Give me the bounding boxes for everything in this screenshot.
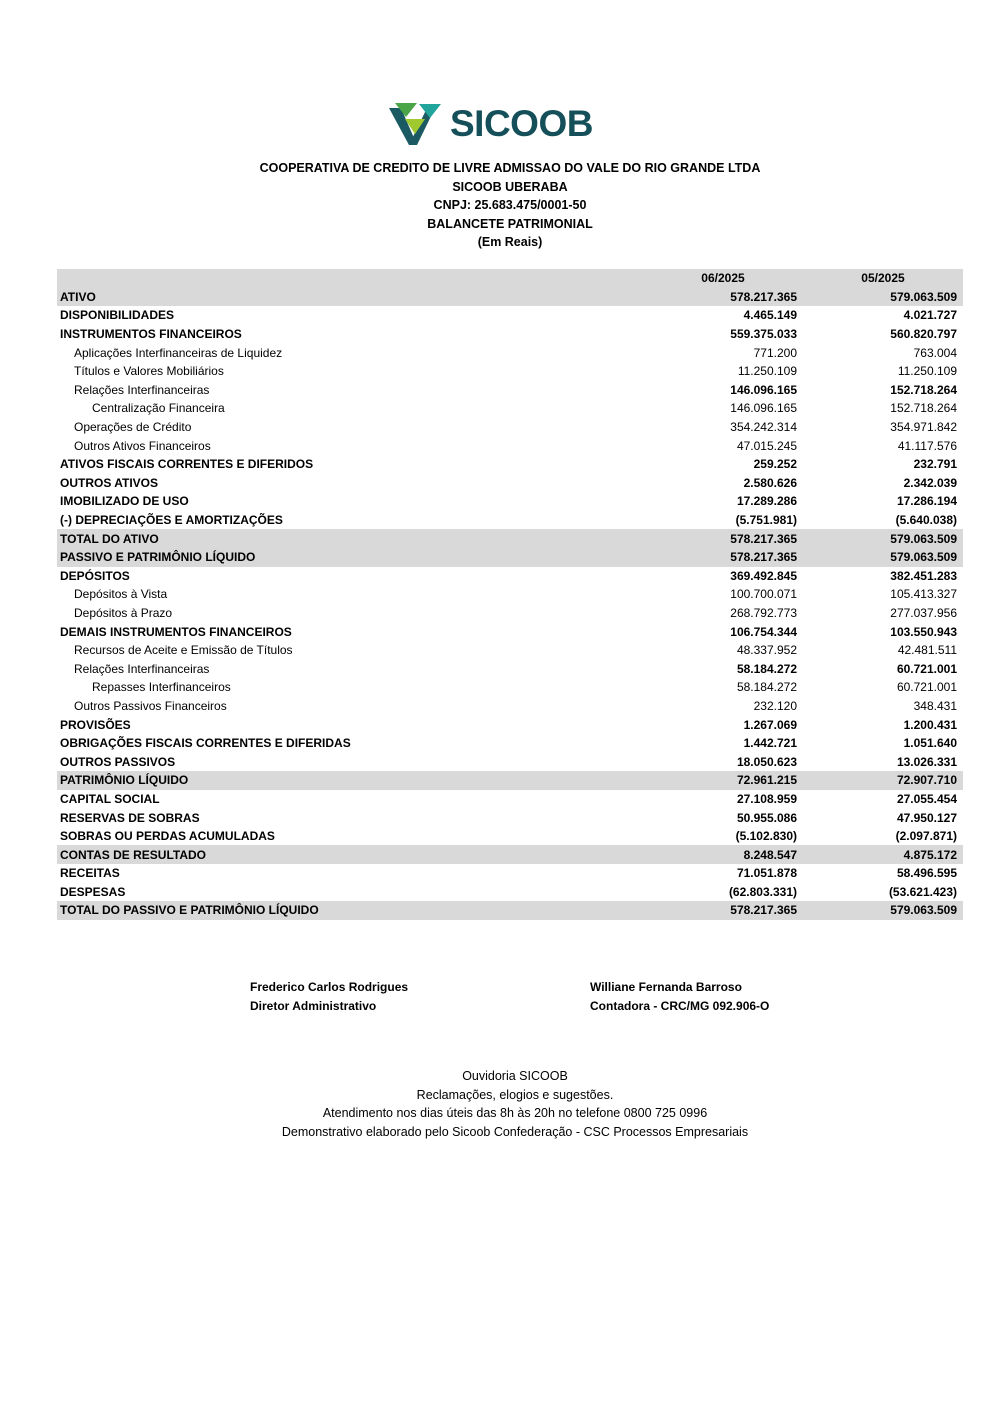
table-row [57, 418, 963, 437]
table-row [57, 864, 963, 883]
value-period-2: 232.791 [913, 457, 957, 472]
value-period-1: (62.803.331) [728, 884, 797, 899]
row-label: PASSIVO E PATRIMÔNIO LÍQUIDO [57, 548, 643, 567]
value-period-2: 579.063.509 [803, 548, 963, 567]
label-column-header [57, 269, 643, 288]
period-column-header-2: 05/2025 [803, 269, 963, 288]
value-period-2: 560.820.797 [890, 327, 957, 342]
value-period-2: 103.550.943 [890, 624, 957, 639]
period-column-header-1: 06/2025 [643, 269, 803, 288]
value-period-2: (53.621.423) [888, 884, 957, 899]
value-period-2: 579.063.509 [803, 288, 963, 307]
row-label: ATIVO [57, 288, 643, 307]
value-period-2: 579.063.509 [803, 901, 963, 920]
table-row [57, 734, 963, 753]
signature-block-accountant [590, 978, 769, 1016]
table-row [57, 883, 963, 902]
value-period-1: 18.050.623 [736, 754, 797, 769]
signatory-name: Williane Fernanda Barroso [590, 980, 742, 994]
table-row [57, 436, 963, 455]
value-period-1: 8.248.547 [643, 845, 803, 864]
value-period-1: 17.289.286 [736, 494, 797, 509]
report-title: BALANCETE PATRIMONIAL [427, 216, 593, 231]
signatory-role: Contadora - CRC/MG 092.906-O [590, 999, 770, 1013]
value-period-1: 4.465.149 [743, 308, 797, 323]
value-period-2: 354.971.842 [890, 420, 957, 435]
ombudsman-footer [30, 1067, 1000, 1141]
value-period-1: 354.242.314 [730, 420, 797, 435]
row-label: TOTAL DO PASSIVO E PATRIMÔNIO LÍQUIDO [57, 901, 643, 920]
value-period-2: 348.431 [913, 698, 957, 713]
value-period-1: 369.492.845 [730, 568, 797, 583]
table-row [57, 529, 963, 548]
value-period-2: 27.055.454 [896, 791, 957, 806]
table-row [57, 790, 963, 809]
row-label: OUTROS PASSIVOS [60, 754, 176, 769]
value-period-1: 1.267.069 [743, 717, 797, 732]
row-label: Recursos de Aceite e Emissão de Títulos [74, 643, 293, 658]
table-header-row [57, 269, 963, 288]
value-period-2: 47.950.127 [896, 810, 957, 825]
row-label: DEMAIS INSTRUMENTOS FINANCEIROS [60, 624, 292, 639]
row-label: PROVISÕES [60, 717, 131, 732]
value-period-2: 42.481.511 [897, 643, 957, 658]
table-row [57, 288, 963, 307]
row-label: TOTAL DO ATIVO [57, 529, 643, 548]
table-row [57, 771, 963, 790]
table-row [57, 697, 963, 716]
value-period-2: (5.640.038) [895, 513, 957, 528]
value-period-1: 72.961.215 [643, 771, 803, 790]
table-row [57, 659, 963, 678]
row-label: CAPITAL SOCIAL [60, 791, 160, 806]
balance-table [57, 269, 963, 920]
value-period-2: 58.496.595 [896, 866, 957, 881]
row-label: (-) DEPRECIAÇÕES E AMORTIZAÇÕES [60, 513, 283, 528]
value-period-2: 763.004 [913, 345, 957, 360]
value-period-1: 27.108.959 [736, 791, 797, 806]
value-period-1: 771.200 [753, 345, 797, 360]
row-label: Relações Interfinanceiras [74, 661, 210, 676]
row-label: Aplicações Interfinanceiras de Liquidez [74, 345, 283, 360]
value-period-2: (2.097.871) [895, 829, 957, 844]
value-period-2: 4.875.172 [803, 845, 963, 864]
row-label: OBRIGAÇÕES FISCAIS CORRENTES E DIFERIDAS [60, 736, 351, 751]
value-period-2: 1.051.640 [903, 736, 957, 751]
value-period-1: 232.120 [753, 698, 797, 713]
sicoob-logo-icon [388, 103, 444, 145]
table-row [57, 362, 963, 381]
table-row [57, 455, 963, 474]
value-period-2: 17.286.194 [896, 494, 957, 509]
value-period-2: 579.063.509 [803, 529, 963, 548]
row-label: Operações de Crédito [74, 420, 192, 435]
value-period-1: 50.955.086 [736, 810, 797, 825]
row-label: Títulos e Valores Mobiliários [74, 364, 224, 379]
table-row [57, 901, 963, 920]
row-label: IMOBILIZADO DE USO [60, 494, 189, 509]
value-period-2: 60.721.001 [896, 661, 957, 676]
table-row [57, 381, 963, 400]
table-row [57, 715, 963, 734]
row-label: ATIVOS FISCAIS CORRENTES E DIFERIDOS [60, 457, 314, 472]
institution-name: SICOOB UBERABA [452, 179, 568, 194]
footer-line: Reclamações, elogios e sugestões. [416, 1087, 614, 1102]
table-row [57, 641, 963, 660]
document-header [20, 159, 1000, 252]
value-period-1: 578.217.365 [643, 548, 803, 567]
table-row [57, 474, 963, 493]
row-label: CONTAS DE RESULTADO [57, 845, 643, 864]
value-period-2: 72.907.710 [803, 771, 963, 790]
row-label: OUTROS ATIVOS [60, 475, 159, 490]
row-label: INSTRUMENTOS FINANCEIROS [60, 327, 242, 342]
table-row [57, 845, 963, 864]
table-row [57, 622, 963, 641]
value-period-1: 58.184.272 [736, 680, 797, 695]
value-period-1: 259.252 [753, 457, 797, 472]
value-period-2: 152.718.264 [890, 382, 957, 397]
table-row [57, 306, 963, 325]
footer-line: Atendimento nos dias úteis das 8h às 20h no telefone 0800 725 0996 [322, 1106, 708, 1120]
row-label: RECEITAS [60, 866, 120, 881]
table-row [57, 827, 963, 846]
value-period-1: 11.250.109 [737, 364, 797, 379]
company-name: COOPERATIVA DE CREDITO DE LIVRE ADMISSAO DO VALE DO RIO GRANDE LTDA [259, 161, 761, 175]
signatory-name: Frederico Carlos Rodrigues [250, 980, 409, 994]
row-label: PATRIMÔNIO LÍQUIDO [57, 771, 643, 790]
value-period-2: 105.413.327 [890, 587, 957, 602]
table-row [57, 752, 963, 771]
value-period-1: 58.184.272 [736, 661, 797, 676]
row-label: DEPÓSITOS [60, 568, 130, 583]
table-row [57, 808, 963, 827]
value-period-2: 4.021.727 [903, 308, 957, 323]
value-period-1: 146.096.165 [730, 401, 797, 416]
row-label: RESERVAS DE SOBRAS [60, 810, 200, 825]
signature-block-director [250, 978, 408, 1016]
row-label: Repasses Interfinanceiros [92, 680, 231, 695]
row-label: Depósitos à Prazo [74, 605, 173, 620]
table-row [57, 343, 963, 362]
table-row [57, 678, 963, 697]
value-period-2: 11.250.109 [897, 364, 957, 379]
row-label: SOBRAS OU PERDAS ACUMULADAS [60, 829, 275, 844]
value-period-1: 106.754.344 [730, 624, 797, 639]
table-row [57, 604, 963, 623]
value-period-1: 268.792.773 [730, 605, 797, 620]
table-row [57, 399, 963, 418]
value-period-1: 1.442.721 [743, 736, 797, 751]
table-row [57, 548, 963, 567]
table-body [57, 288, 963, 920]
value-period-1: (5.751.981) [735, 513, 797, 528]
footer-line: Demonstrativo elaborado pelo Sicoob Confederação - CSC Processos Empresariais [281, 1124, 749, 1139]
signatory-role: Diretor Administrativo [250, 999, 377, 1013]
value-period-1: 100.700.071 [730, 587, 797, 602]
value-period-2: 60.721.001 [896, 680, 957, 695]
table-row [57, 492, 963, 511]
table-row [57, 567, 963, 586]
row-label: Depósitos à Vista [74, 587, 168, 602]
row-label: Outros Ativos Financeiros [74, 438, 211, 453]
value-period-2: 2.342.039 [903, 475, 957, 490]
row-label: DESPESAS [60, 884, 126, 899]
value-period-1: 578.217.365 [643, 901, 803, 920]
value-period-2: 382.451.283 [890, 568, 957, 583]
row-label: Centralização Financeira [92, 401, 225, 416]
table-row [57, 325, 963, 344]
footer-line: Ouvidoria SICOOB [462, 1069, 568, 1083]
value-period-1: (5.102.830) [735, 829, 797, 844]
value-period-2: 13.026.331 [896, 754, 957, 769]
value-period-1: 578.217.365 [643, 529, 803, 548]
value-period-1: 48.337.952 [736, 643, 797, 658]
value-period-2: 277.037.956 [890, 605, 957, 620]
sicoob-wordmark: SICOOB [450, 103, 593, 144]
value-period-1: 559.375.033 [730, 327, 797, 342]
value-period-1: 578.217.365 [643, 288, 803, 307]
table-row [57, 511, 963, 530]
value-period-1: 146.096.165 [730, 382, 797, 397]
value-period-1: 2.580.626 [743, 475, 797, 490]
value-period-1: 47.015.245 [736, 438, 797, 453]
cnpj: CNPJ: 25.683.475/0001-50 [433, 198, 587, 212]
value-period-2: 41.117.576 [897, 438, 957, 453]
row-label: DISPONIBILIDADES [60, 308, 175, 323]
currency-note: (Em Reais) [477, 235, 543, 249]
row-label: Relações Interfinanceiras [74, 382, 210, 397]
value-period-2: 152.718.264 [890, 401, 957, 416]
value-period-2: 1.200.431 [903, 717, 957, 732]
sicoob-logo [388, 103, 593, 145]
value-period-1: 71.051.878 [736, 866, 797, 881]
table-row [57, 585, 963, 604]
row-label: Outros Passivos Financeiros [74, 698, 227, 713]
